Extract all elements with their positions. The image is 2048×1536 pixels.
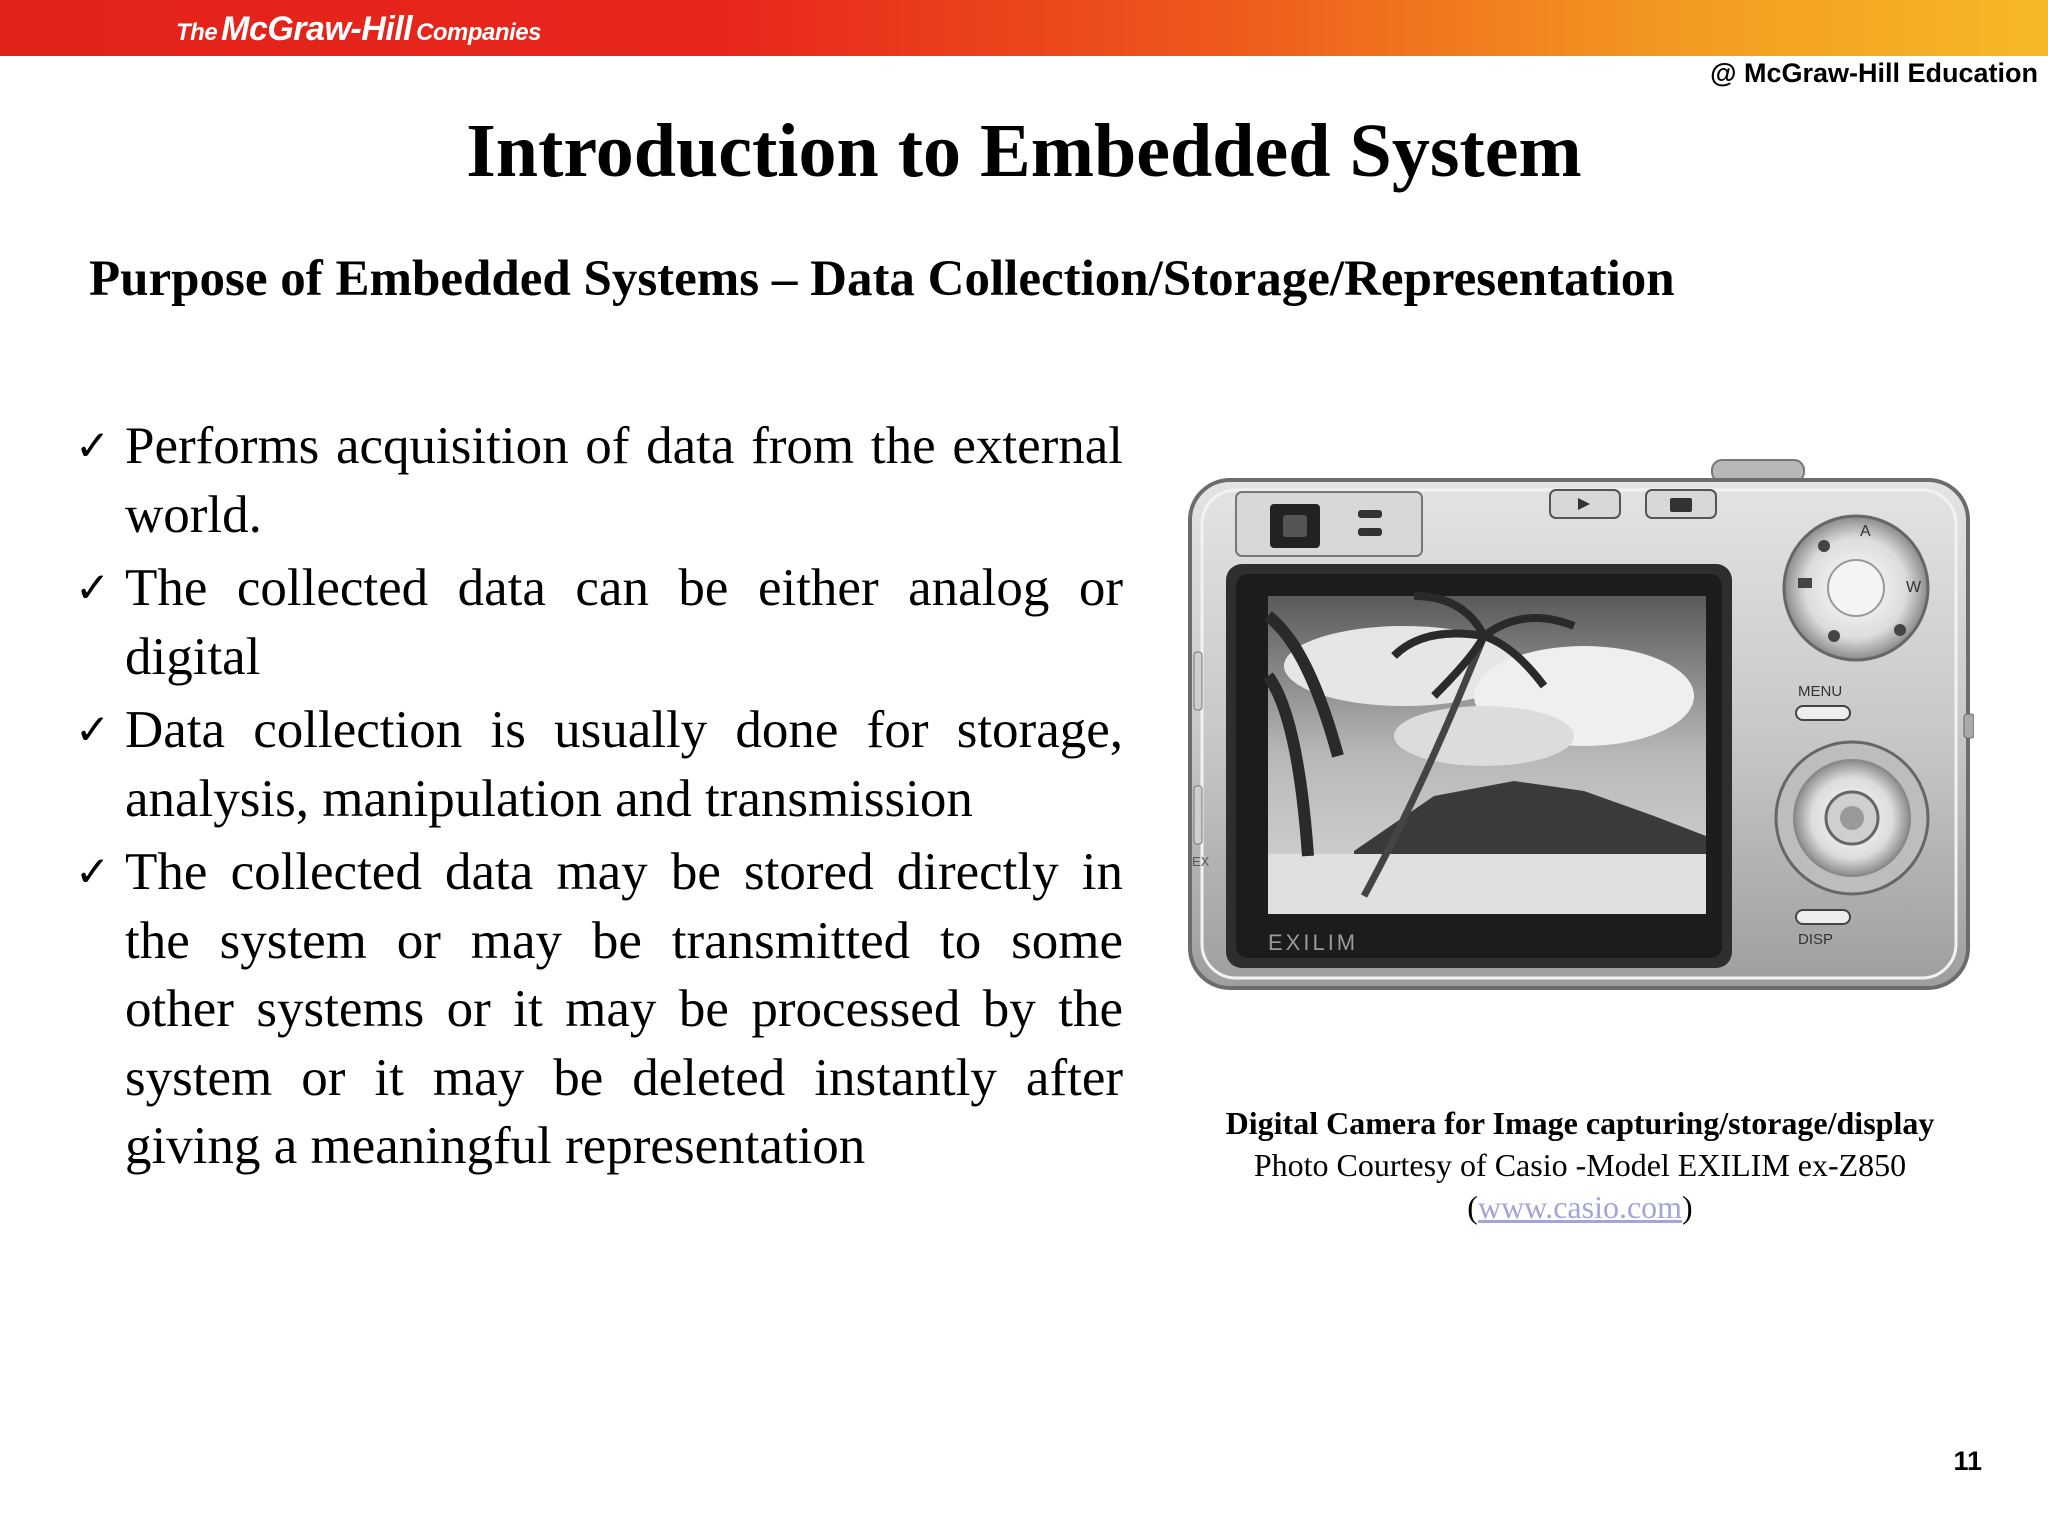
- bullet-item: [75, 696, 1123, 833]
- copyright-notice: @ McGraw-Hill Education: [1710, 58, 2038, 88]
- caption-title: Digital Camera for Image capturing/storage/display: [1225, 1105, 1935, 1141]
- brand-name: McGraw-Hill: [221, 10, 413, 48]
- photo-caption: [1060, 1102, 2048, 1228]
- caption-credit: Photo Courtesy of Casio -Model EXILIM ex-Z850: [1253, 1147, 1907, 1183]
- mode-label: W: [1906, 579, 1922, 596]
- open-paren: (: [1467, 1189, 1478, 1225]
- bullet-item: [75, 412, 1123, 549]
- slide-subtitle: Purpose of Embedded Systems – Data Collection/Storage/Representation: [89, 251, 1675, 307]
- caption-link-line: [1060, 1186, 2048, 1228]
- brand-suffix: Companies: [416, 19, 541, 46]
- slide-title: Introduction to Embedded System: [466, 109, 1582, 193]
- brand-prefix: The: [176, 19, 218, 46]
- check-icon: ✓: [75, 705, 111, 754]
- bullet-text: The collected data can be either analog or digital: [125, 559, 1123, 686]
- camera-photo: [1184, 456, 1974, 1011]
- side-label: EX: [1192, 854, 1210, 869]
- check-icon: ✓: [75, 847, 111, 896]
- mode-label: A: [1860, 523, 1871, 540]
- check-icon: ✓: [75, 563, 111, 612]
- disp-label: DISP: [1798, 931, 1834, 948]
- bullet-text: Data collection is usually done for storage, analysis, manipulation and transmission: [125, 701, 1123, 828]
- close-paren: ): [1682, 1189, 1693, 1225]
- bullet-text: Performs acquisition of data from the external world.: [125, 417, 1123, 544]
- casio-link[interactable]: www.casio.com: [1477, 1189, 1683, 1225]
- header-banner: [0, 0, 2048, 56]
- bullet-item: [75, 838, 1123, 1181]
- camera-brand: EXILIM: [1268, 930, 1359, 955]
- bullet-text: The collected data may be stored directly in the system or may be transmitted to some other systems or it may be processed by the system or it may be deleted instantly after giving a meaningful representation: [125, 843, 1123, 1175]
- bullet-list: [75, 412, 1123, 1186]
- menu-label: MENU: [1798, 683, 1843, 700]
- check-icon: ✓: [75, 421, 111, 470]
- page-number: 11: [1953, 1446, 1982, 1476]
- brand-logo: [176, 10, 541, 49]
- bullet-item: [75, 554, 1123, 691]
